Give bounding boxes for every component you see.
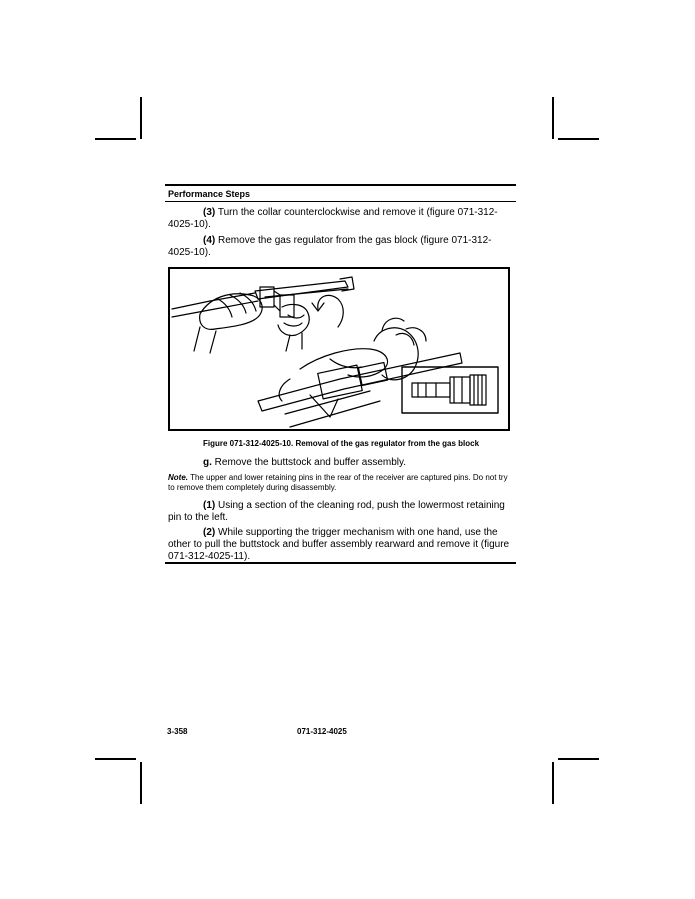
- section-rule: [165, 201, 516, 202]
- crop-mark-bottom-right-v: [552, 762, 554, 804]
- figure-caption: Figure 071-312-4025-10. Removal of the gas regulator from the gas block: [202, 439, 480, 448]
- step-letter: g.: [203, 457, 212, 468]
- note: [168, 473, 514, 493]
- note-label: Note.: [168, 473, 188, 482]
- step-number: (2): [203, 527, 216, 538]
- substep-1: [168, 500, 514, 524]
- step-4: [168, 235, 514, 259]
- note-text: The upper and lower retaining pins in the rear of the receiver are captured pins. Do not try to remove them completely during disassembly.: [168, 473, 508, 492]
- substep-2: [168, 527, 514, 563]
- figure-illustration: [168, 267, 510, 431]
- task-number: 071-312-4025: [297, 727, 347, 736]
- step-text: Using a section of the cleaning rod, push the lowermost retaining pin to the left.: [168, 500, 505, 523]
- crop-mark-top-left-h: [95, 138, 136, 140]
- crop-mark-bottom-left-v: [140, 762, 142, 804]
- crop-mark-top-right-h: [558, 138, 599, 140]
- crop-mark-top-right-v: [552, 97, 554, 139]
- gas-regulator-illustration: [170, 269, 508, 429]
- crop-mark-bottom-left-h: [95, 758, 136, 760]
- crop-mark-top-left-v: [140, 97, 142, 139]
- step-number: (1): [203, 500, 216, 511]
- step-number: (3): [203, 207, 216, 218]
- section-label: Performance Steps: [168, 189, 251, 199]
- step-3: [168, 207, 514, 231]
- step-text: Remove the gas regulator from the gas block (figure 071-312-4025-10).: [168, 235, 492, 258]
- page-number: 3-358: [167, 727, 188, 736]
- step-g: [168, 457, 514, 469]
- step-number: (4): [203, 235, 216, 246]
- crop-mark-bottom-right-h: [558, 758, 599, 760]
- bottom-rule: [165, 562, 516, 564]
- step-text: While supporting the trigger mechanism with one hand, use the other to pull the buttstock and buffer assembly rearward and remove it (figure 071-312-4025-11).: [168, 527, 510, 562]
- step-text: Remove the buttstock and buffer assembly.: [214, 457, 407, 468]
- header-rule: [165, 184, 516, 186]
- step-text: Turn the collar counterclockwise and remove it (figure 071-312-4025-10).: [168, 207, 498, 230]
